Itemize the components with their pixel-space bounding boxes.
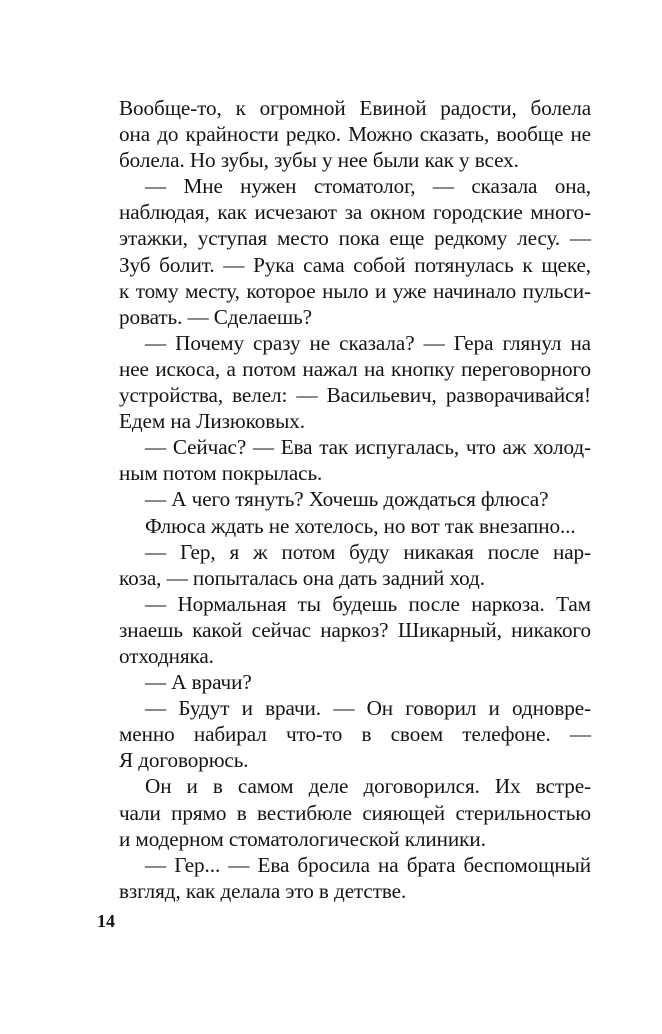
text-line: менно набирал что-то в своем телефоне. — — [119, 722, 591, 747]
text-line: коза, — попыталась она дать задний ход. — [119, 565, 485, 590]
text-line: — А чего тянуть? Хочешь дождаться флюса? — [145, 487, 549, 512]
text-line: к тому месту, которое ныло и уже начинало пульси- — [119, 278, 591, 303]
page-number: 14 — [97, 911, 115, 931]
text-line: — Будут и врачи. — Он говорил и одновре- — [145, 696, 591, 721]
text-line: взгляд, как делала это в детстве. — [119, 878, 407, 903]
text-line: — Нормальная ты будешь после наркоза. Там — [145, 591, 591, 616]
text-line: устройства, велел: — Васильевич, разворачивайся! — [119, 383, 591, 408]
text-line: знаешь какой сейчас наркоз? Шикарный, никакого — [119, 617, 591, 642]
text-line: Зуб болит. — Рука сама собой потянулась к щеке, — [119, 252, 591, 277]
text-line: наблюдая, как исчезают за окном городские много- — [119, 200, 591, 225]
text-line: — Мне нужен стоматолог, — сказала она, — [145, 174, 591, 199]
text-line: Я договорюсь. — [119, 748, 249, 773]
text-line: ровать. — Сделаешь? — [119, 304, 312, 329]
text-line: отходняка. — [119, 643, 214, 668]
text-line: она до крайности редко. Можно сказать, вообще не — [119, 122, 591, 147]
text-line: — Почему сразу не сказала? — Гера глянул на — [145, 330, 591, 355]
text-line: Вообще-то, к огромной Евиной радости, болела — [119, 96, 591, 120]
text-line: чали прямо в вестибюле сияющей стерильностью — [119, 800, 591, 825]
text-line: — Гер, я ж потом буду никакая после нар- — [145, 539, 591, 564]
text-line: Едем на Лизюковых. — [119, 409, 305, 434]
text-line: этажки, уступая место пока еще редкому лесу. — — [119, 226, 591, 251]
text-line: Флюса ждать не хотелось, но вот так внезапно... — [145, 513, 576, 538]
text-line: — Гер... — Ева бросила на брата беспомощный — [145, 852, 591, 877]
text-line: — Сейчас? — Ева так испугалась, что аж холод- — [145, 435, 591, 460]
text-line: Он и в самом деле договорился. Их встре- — [145, 774, 591, 799]
text-line: болела. Но зубы, зубы у нее были как у всех. — [119, 148, 519, 173]
text-line: и модерном стоматологической клиники. — [119, 826, 486, 851]
text-line: ным потом покрылась. — [119, 461, 323, 486]
text-line: — А врачи? — [145, 670, 252, 695]
text-line: нее искоса, а потом нажал на кнопку переговорного — [119, 356, 591, 381]
body-text — [119, 95, 591, 904]
